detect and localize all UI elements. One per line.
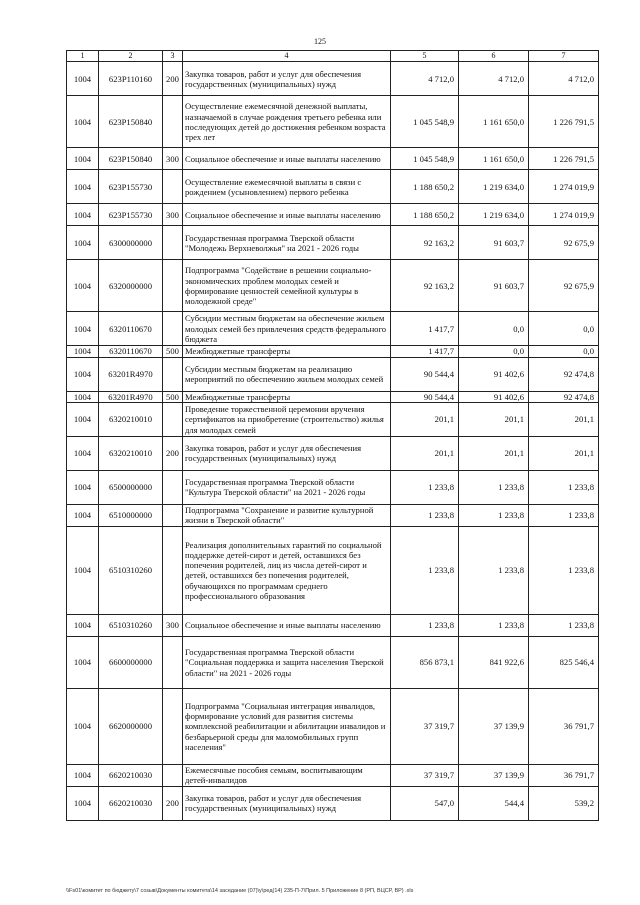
target-code-cell: 623P150840 <box>99 148 163 170</box>
table-row <box>67 614 599 636</box>
amount-cell-2022: 841 922,6 <box>459 636 529 688</box>
target-code-cell: 6320000000 <box>99 260 163 312</box>
item-name-cell: Подпрограмма "Содействие в решении социально-экономических проблем молодых семей и формирование ценностей семейной культуры в молодежной среде" <box>183 260 391 312</box>
table-row <box>67 148 599 170</box>
expense-type-cell: 200 <box>163 786 183 820</box>
expense-type-cell <box>163 636 183 688</box>
table-row <box>67 62 599 96</box>
amount-cell-2022: 4 712,0 <box>459 62 529 96</box>
amount-cell-2023: 92 675,9 <box>529 226 599 260</box>
table-row <box>67 346 599 357</box>
amount-cell-2021: 1 417,7 <box>391 312 459 346</box>
amount-cell-2021: 90 544,4 <box>391 391 459 402</box>
amount-cell-2021: 1 417,7 <box>391 346 459 357</box>
table-row <box>67 504 599 526</box>
target-code-cell: 63201R4970 <box>99 357 163 391</box>
target-code-cell: 623P110160 <box>99 62 163 96</box>
item-name-cell: Межбюджетные трансферты <box>183 346 391 357</box>
item-name-cell: Субсидии местным бюджетам на реализацию мероприятий по обеспечению жильем молодых семей <box>183 357 391 391</box>
target-code-cell: 6500000000 <box>99 470 163 504</box>
amount-cell-2023: 1 274 019,9 <box>529 170 599 204</box>
section-cell: 1004 <box>67 391 99 402</box>
target-code-cell: 623P155730 <box>99 204 163 226</box>
column-number: 5 <box>391 51 459 62</box>
table-row <box>67 260 599 312</box>
amount-cell-2021: 1 188 650,2 <box>391 170 459 204</box>
target-code-cell: 6320210010 <box>99 436 163 470</box>
amount-cell-2023: 1 233,8 <box>529 526 599 614</box>
amount-cell-2023: 539,2 <box>529 786 599 820</box>
amount-cell-2021: 1 233,8 <box>391 470 459 504</box>
amount-cell-2021: 201,1 <box>391 402 459 436</box>
amount-cell-2023: 92 474,8 <box>529 357 599 391</box>
expense-type-cell: 500 <box>163 391 183 402</box>
expense-type-cell: 300 <box>163 614 183 636</box>
amount-cell-2021: 1 233,8 <box>391 504 459 526</box>
amount-cell-2023: 1 233,8 <box>529 470 599 504</box>
expense-type-cell <box>163 260 183 312</box>
item-name-cell: Государственная программа Тверской области "Молодежь Верхневолжья" на 2021 - 2026 годы <box>183 226 391 260</box>
file-path-footer: \\Fs01\комитет по бюджету\7 созыв\Документы комитета\14 заседание (07)\у\ред(14) 235-П-7\Прил. 5 Приложение 8 (РП, ВЦСР, ВР) .xls <box>66 888 414 894</box>
target-code-cell: 6510310260 <box>99 526 163 614</box>
section-cell: 1004 <box>67 436 99 470</box>
amount-cell-2023: 825 546,4 <box>529 636 599 688</box>
amount-cell-2022: 1 219 634,0 <box>459 170 529 204</box>
table-row <box>67 786 599 820</box>
table-row <box>67 226 599 260</box>
item-name-cell: Закупка товаров, работ и услуг для обеспечения государственных (муниципальных) нужд <box>183 786 391 820</box>
amount-cell-2022: 37 139,9 <box>459 688 529 764</box>
item-name-cell: Социальное обеспечение и иные выплаты населению <box>183 148 391 170</box>
column-number: 2 <box>99 51 163 62</box>
section-cell: 1004 <box>67 148 99 170</box>
target-code-cell: 6620210030 <box>99 764 163 786</box>
section-cell: 1004 <box>67 62 99 96</box>
item-name-cell: Государственная программа Тверской области "Социальная поддержка и защита населения Тверской области" на 2021 - 2026 годы <box>183 636 391 688</box>
expense-type-cell <box>163 470 183 504</box>
expense-type-cell <box>163 504 183 526</box>
table-row <box>67 526 599 614</box>
amount-cell-2022: 1 233,8 <box>459 614 529 636</box>
target-code-cell: 6320210010 <box>99 402 163 436</box>
amount-cell-2021: 92 163,2 <box>391 226 459 260</box>
expense-type-cell: 200 <box>163 436 183 470</box>
amount-cell-2021: 92 163,2 <box>391 260 459 312</box>
section-cell: 1004 <box>67 96 99 148</box>
target-code-cell: 63201R4970 <box>99 391 163 402</box>
amount-cell-2023: 36 791,7 <box>529 764 599 786</box>
budget-table <box>66 50 599 821</box>
amount-cell-2022: 1 161 650,0 <box>459 148 529 170</box>
target-code-cell: 6320110670 <box>99 312 163 346</box>
amount-cell-2023: 0,0 <box>529 312 599 346</box>
item-name-cell: Государственная программа Тверской области "Культура Тверской области" на 2021 - 2026 годы <box>183 470 391 504</box>
section-cell: 1004 <box>67 764 99 786</box>
item-name-cell: Подпрограмма "Сохранение и развитие культурной жизни в Тверской области" <box>183 504 391 526</box>
amount-cell-2023: 201,1 <box>529 402 599 436</box>
amount-cell-2022: 0,0 <box>459 312 529 346</box>
section-cell: 1004 <box>67 614 99 636</box>
section-cell: 1004 <box>67 504 99 526</box>
section-cell: 1004 <box>67 526 99 614</box>
target-code-cell: 6300000000 <box>99 226 163 260</box>
expense-type-cell: 200 <box>163 62 183 96</box>
expense-type-cell <box>163 526 183 614</box>
table-row <box>67 470 599 504</box>
table-row <box>67 391 599 402</box>
column-number-header-row <box>67 51 599 62</box>
amount-cell-2021: 90 544,4 <box>391 357 459 391</box>
item-name-cell: Субсидии местным бюджетам на обеспечение жильем молодых семей без привлечения средств федерального бюджета <box>183 312 391 346</box>
table-row <box>67 357 599 391</box>
table-row <box>67 204 599 226</box>
amount-cell-2021: 37 319,7 <box>391 688 459 764</box>
column-number: 7 <box>529 51 599 62</box>
amount-cell-2022: 91 402,6 <box>459 357 529 391</box>
target-code-cell: 6620210030 <box>99 786 163 820</box>
item-name-cell: Проведение торжественной церемонии вручения сертификатов на приобретение (строительство) жилья для молодых семей <box>183 402 391 436</box>
amount-cell-2023: 1 226 791,5 <box>529 148 599 170</box>
section-cell: 1004 <box>67 688 99 764</box>
target-code-cell: 6320110670 <box>99 346 163 357</box>
amount-cell-2022: 201,1 <box>459 402 529 436</box>
table-row <box>67 96 599 148</box>
section-cell: 1004 <box>67 357 99 391</box>
expense-type-cell <box>163 357 183 391</box>
amount-cell-2023: 36 791,7 <box>529 688 599 764</box>
amount-cell-2023: 92 474,8 <box>529 391 599 402</box>
item-name-cell: Осуществление ежемесячной денежной выплаты, назначаемой в случае рождения третьего ребенка или последующих детей до достижения ребенком возраста трех лет <box>183 96 391 148</box>
expense-type-cell <box>163 688 183 764</box>
table-row <box>67 402 599 436</box>
target-code-cell: 6510310260 <box>99 614 163 636</box>
amount-cell-2023: 92 675,9 <box>529 260 599 312</box>
amount-cell-2023: 4 712,0 <box>529 62 599 96</box>
column-number: 1 <box>67 51 99 62</box>
amount-cell-2021: 1 233,8 <box>391 614 459 636</box>
section-cell: 1004 <box>67 226 99 260</box>
amount-cell-2022: 201,1 <box>459 436 529 470</box>
amount-cell-2023: 1 274 019,9 <box>529 204 599 226</box>
amount-cell-2021: 856 873,1 <box>391 636 459 688</box>
expense-type-cell <box>163 764 183 786</box>
expense-type-cell <box>163 226 183 260</box>
expense-type-cell: 300 <box>163 148 183 170</box>
amount-cell-2021: 37 319,7 <box>391 764 459 786</box>
section-cell: 1004 <box>67 204 99 226</box>
amount-cell-2023: 1 233,8 <box>529 504 599 526</box>
expense-type-cell: 500 <box>163 346 183 357</box>
amount-cell-2022: 1 161 650,0 <box>459 96 529 148</box>
column-number: 3 <box>163 51 183 62</box>
item-name-cell: Социальное обеспечение и иные выплаты населению <box>183 204 391 226</box>
table-row <box>67 688 599 764</box>
column-number: 6 <box>459 51 529 62</box>
item-name-cell: Межбюджетные трансферты <box>183 391 391 402</box>
table-row <box>67 764 599 786</box>
amount-cell-2022: 544,4 <box>459 786 529 820</box>
section-cell: 1004 <box>67 312 99 346</box>
expense-type-cell <box>163 170 183 204</box>
amount-cell-2021: 1 045 548,9 <box>391 96 459 148</box>
amount-cell-2022: 1 219 634,0 <box>459 204 529 226</box>
amount-cell-2021: 201,1 <box>391 436 459 470</box>
target-code-cell: 6510000000 <box>99 504 163 526</box>
table-row <box>67 636 599 688</box>
item-name-cell: Закупка товаров, работ и услуг для обеспечения государственных (муниципальных) нужд <box>183 62 391 96</box>
section-cell: 1004 <box>67 402 99 436</box>
item-name-cell: Осуществление ежемесячной выплаты в связи с рождением (усыновлением) первого ребенка <box>183 170 391 204</box>
amount-cell-2021: 1 045 548,9 <box>391 148 459 170</box>
amount-cell-2022: 91 402,6 <box>459 391 529 402</box>
item-name-cell: Реализация дополнительных гарантий по социальной поддержке детей-сирот и детей, оставшихся без попечения родителей, лиц из числа детей-сирот и детей, оставшихся без попечения родителей, обучающихся по программам среднего профессионального образования <box>183 526 391 614</box>
item-name-cell: Социальное обеспечение и иные выплаты населению <box>183 614 391 636</box>
section-cell: 1004 <box>67 636 99 688</box>
section-cell: 1004 <box>67 260 99 312</box>
amount-cell-2022: 0,0 <box>459 346 529 357</box>
amount-cell-2022: 1 233,8 <box>459 470 529 504</box>
expense-type-cell <box>163 96 183 148</box>
target-code-cell: 623P150840 <box>99 96 163 148</box>
amount-cell-2021: 4 712,0 <box>391 62 459 96</box>
amount-cell-2023: 201,1 <box>529 436 599 470</box>
amount-cell-2021: 1 233,8 <box>391 526 459 614</box>
amount-cell-2023: 1 233,8 <box>529 614 599 636</box>
amount-cell-2022: 1 233,8 <box>459 526 529 614</box>
table-row <box>67 312 599 346</box>
expense-type-cell <box>163 312 183 346</box>
target-code-cell: 6620000000 <box>99 688 163 764</box>
item-name-cell: Ежемесячные пособия семьям, воспитывающим детей-инвалидов <box>183 764 391 786</box>
page-number: 125 <box>314 37 326 46</box>
section-cell: 1004 <box>67 170 99 204</box>
amount-cell-2021: 547,0 <box>391 786 459 820</box>
table-row <box>67 436 599 470</box>
target-code-cell: 623P155730 <box>99 170 163 204</box>
section-cell: 1004 <box>67 346 99 357</box>
amount-cell-2022: 91 603,7 <box>459 226 529 260</box>
item-name-cell: Подпрограмма "Социальная интеграция инвалидов, формирование условий для развития системы комплексной реабилитации и абилитации инвалидов и безбарьерной среды для маломобильных групп населения" <box>183 688 391 764</box>
target-code-cell: 6600000000 <box>99 636 163 688</box>
amount-cell-2022: 91 603,7 <box>459 260 529 312</box>
amount-cell-2022: 1 233,8 <box>459 504 529 526</box>
section-cell: 1004 <box>67 786 99 820</box>
expense-type-cell: 300 <box>163 204 183 226</box>
item-name-cell: Закупка товаров, работ и услуг для обеспечения государственных (муниципальных) нужд <box>183 436 391 470</box>
column-number: 4 <box>183 51 391 62</box>
expense-type-cell <box>163 402 183 436</box>
section-cell: 1004 <box>67 470 99 504</box>
amount-cell-2022: 37 139,9 <box>459 764 529 786</box>
amount-cell-2023: 1 226 791,5 <box>529 96 599 148</box>
table-row <box>67 170 599 204</box>
amount-cell-2021: 1 188 650,2 <box>391 204 459 226</box>
amount-cell-2023: 0,0 <box>529 346 599 357</box>
